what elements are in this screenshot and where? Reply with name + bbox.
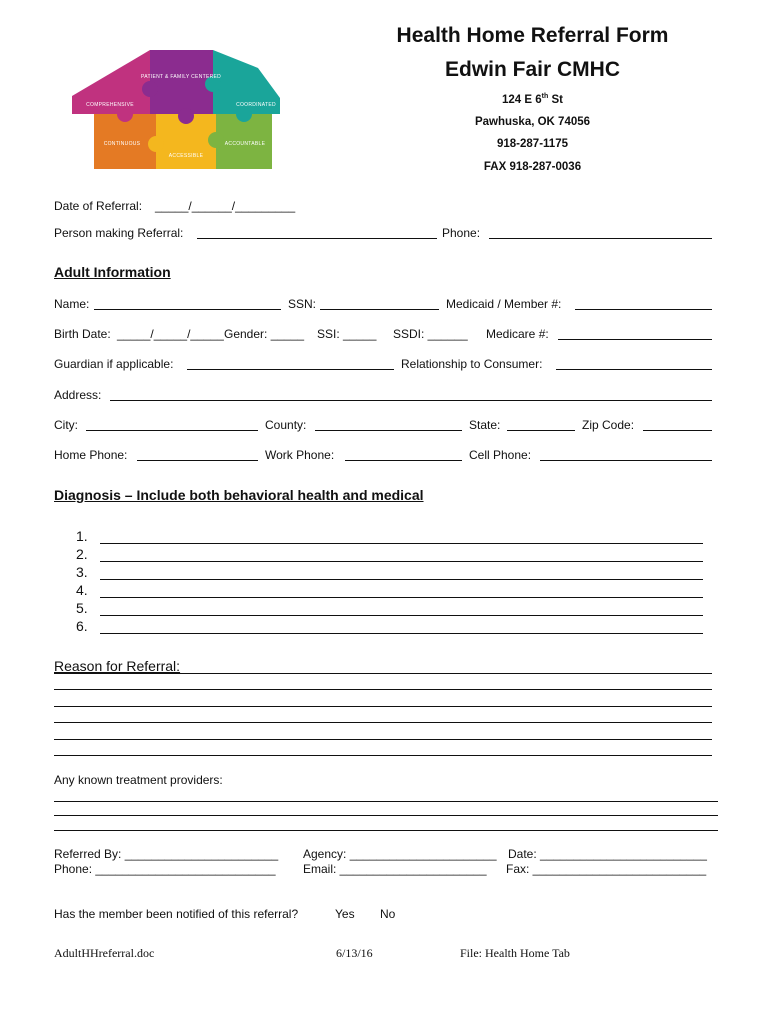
reason-for-referral-label: Reason for Referral: [54, 658, 181, 674]
notified-yes-option[interactable]: Yes [335, 907, 355, 921]
logo-label-3: CONTINUOUS [103, 141, 141, 147]
medicare-label: Medicare #: [486, 327, 549, 341]
state-field[interactable] [507, 430, 575, 431]
address-phone: 918-287-1175 [497, 138, 568, 150]
logo-label-5: ACCOUNTABLE [224, 141, 266, 147]
reason-line-1[interactable] [54, 673, 712, 674]
diagnosis-line-5[interactable] [100, 615, 703, 616]
ssdi-field[interactable]: SSDI: ______ [393, 327, 468, 341]
relationship-label: Relationship to Consumer: [401, 357, 543, 371]
logo-label-4: ACCESSIBLE [168, 153, 204, 159]
providers-line-1[interactable] [54, 801, 718, 802]
medicare-field[interactable] [558, 339, 712, 340]
gender-field[interactable]: Gender: _____ [224, 327, 305, 341]
logo-knob-1 [142, 81, 158, 97]
diagnosis-number-4: 4. [76, 582, 88, 598]
diagnosis-line-2[interactable] [100, 561, 703, 562]
ssn-field[interactable] [320, 309, 439, 310]
reason-line-5[interactable] [54, 739, 712, 740]
guardian-field[interactable] [187, 369, 394, 370]
home-phone-field[interactable] [137, 460, 258, 461]
address-city: Pawhuska, OK 74056 [474, 116, 591, 128]
person-making-referral-label: Person making Referral: [54, 226, 184, 240]
reason-line-4[interactable] [54, 722, 712, 723]
providers-line-3[interactable] [54, 830, 718, 831]
reason-line-3[interactable] [54, 706, 712, 707]
diagnosis-heading: Diagnosis – Include both behavioral health and medical [54, 487, 424, 503]
home-phone-label: Home Phone: [54, 448, 128, 462]
form-title: Health Home Referral Form [396, 24, 669, 47]
zip-code-field[interactable] [643, 430, 712, 431]
adult-information-heading: Adult Information [54, 264, 171, 280]
logo-knob-3 [117, 106, 133, 122]
work-phone-field[interactable] [345, 460, 462, 461]
referrer-phone-field[interactable] [489, 238, 712, 239]
phone-field[interactable]: Phone: ___________________________ [54, 862, 276, 876]
relationship-field[interactable] [556, 369, 712, 370]
diagnosis-line-1[interactable] [100, 543, 703, 544]
fax-field[interactable]: Fax: __________________________ [506, 862, 707, 876]
email-field[interactable]: Email: ______________________ [303, 862, 487, 876]
address-fax: FAX 918-287-0036 [483, 161, 582, 173]
person-making-referral-field[interactable] [197, 238, 437, 239]
cell-phone-label: Cell Phone: [469, 448, 532, 462]
name-field[interactable] [94, 309, 281, 310]
referred-by-field[interactable]: Referred By: _______________________ [54, 847, 279, 861]
address-label: Address: [54, 388, 102, 402]
diagnosis-line-4[interactable] [100, 597, 703, 598]
diagnosis-line-3[interactable] [100, 579, 703, 580]
address-field[interactable] [110, 400, 712, 401]
work-phone-label: Work Phone: [265, 448, 335, 462]
birth-date-label: Birth Date: [54, 327, 111, 341]
logo-knob-4 [178, 108, 194, 124]
reason-line-6[interactable] [54, 755, 712, 756]
agency-field[interactable]: Agency: ______________________ [303, 847, 497, 861]
ssi-field[interactable]: SSI: _____ [317, 327, 377, 341]
logo-label-2: COORDINATED [236, 102, 276, 108]
footer-filename: AdultHHreferral.doc [54, 946, 155, 960]
logo-label-1: COMPREHENSIVE [86, 102, 134, 108]
name-label: Name: [54, 297, 90, 311]
medicaid-field[interactable] [575, 309, 712, 310]
address-street: 124 E 6th St [502, 93, 563, 106]
date-of-referral-label: Date of Referral: [54, 199, 143, 213]
treatment-providers-label: Any known treatment providers: [54, 773, 223, 787]
county-field[interactable] [315, 430, 462, 431]
logo-knob-7 [208, 132, 224, 148]
diagnosis-line-6[interactable] [100, 633, 703, 634]
health-home-logo [68, 44, 300, 176]
reason-line-2[interactable] [54, 689, 712, 690]
logo-knob-6 [236, 106, 252, 122]
logo-piece-purple-center [150, 50, 213, 114]
footer-file-location: File: Health Home Tab [460, 946, 570, 960]
county-label: County: [265, 418, 307, 432]
city-field[interactable] [86, 430, 258, 431]
guardian-label: Guardian if applicable: [54, 357, 174, 371]
cell-phone-field[interactable] [540, 460, 712, 461]
notified-question: Has the member been notified of this referral? [54, 907, 299, 921]
ssn-label: SSN: [288, 297, 317, 311]
diagnosis-number-1: 1. [76, 528, 88, 544]
referrer-phone-label: Phone: [442, 226, 481, 240]
diagnosis-number-5: 5. [76, 600, 88, 616]
birth-date-field[interactable]: _____/_____/_____ [117, 327, 224, 341]
notified-no-option[interactable]: No [380, 907, 396, 921]
date-of-referral-field[interactable]: _____/______/_________ [155, 199, 296, 213]
providers-line-2[interactable] [54, 815, 718, 816]
diagnosis-number-2: 2. [76, 546, 88, 562]
diagnosis-number-6: 6. [76, 618, 88, 634]
city-label: City: [54, 418, 78, 432]
zip-code-label: Zip Code: [582, 418, 635, 432]
state-label: State: [469, 418, 501, 432]
logo-label-0: PATIENT & FAMILY CENTERED [140, 74, 222, 80]
logo-knob-5 [148, 136, 164, 152]
org-name: Edwin Fair CMHC [444, 58, 620, 81]
medicaid-label: Medicaid / Member #: [446, 297, 562, 311]
date-field[interactable]: Date: _________________________ [508, 847, 707, 861]
footer-date: 6/13/16 [336, 946, 373, 960]
diagnosis-number-3: 3. [76, 564, 88, 580]
